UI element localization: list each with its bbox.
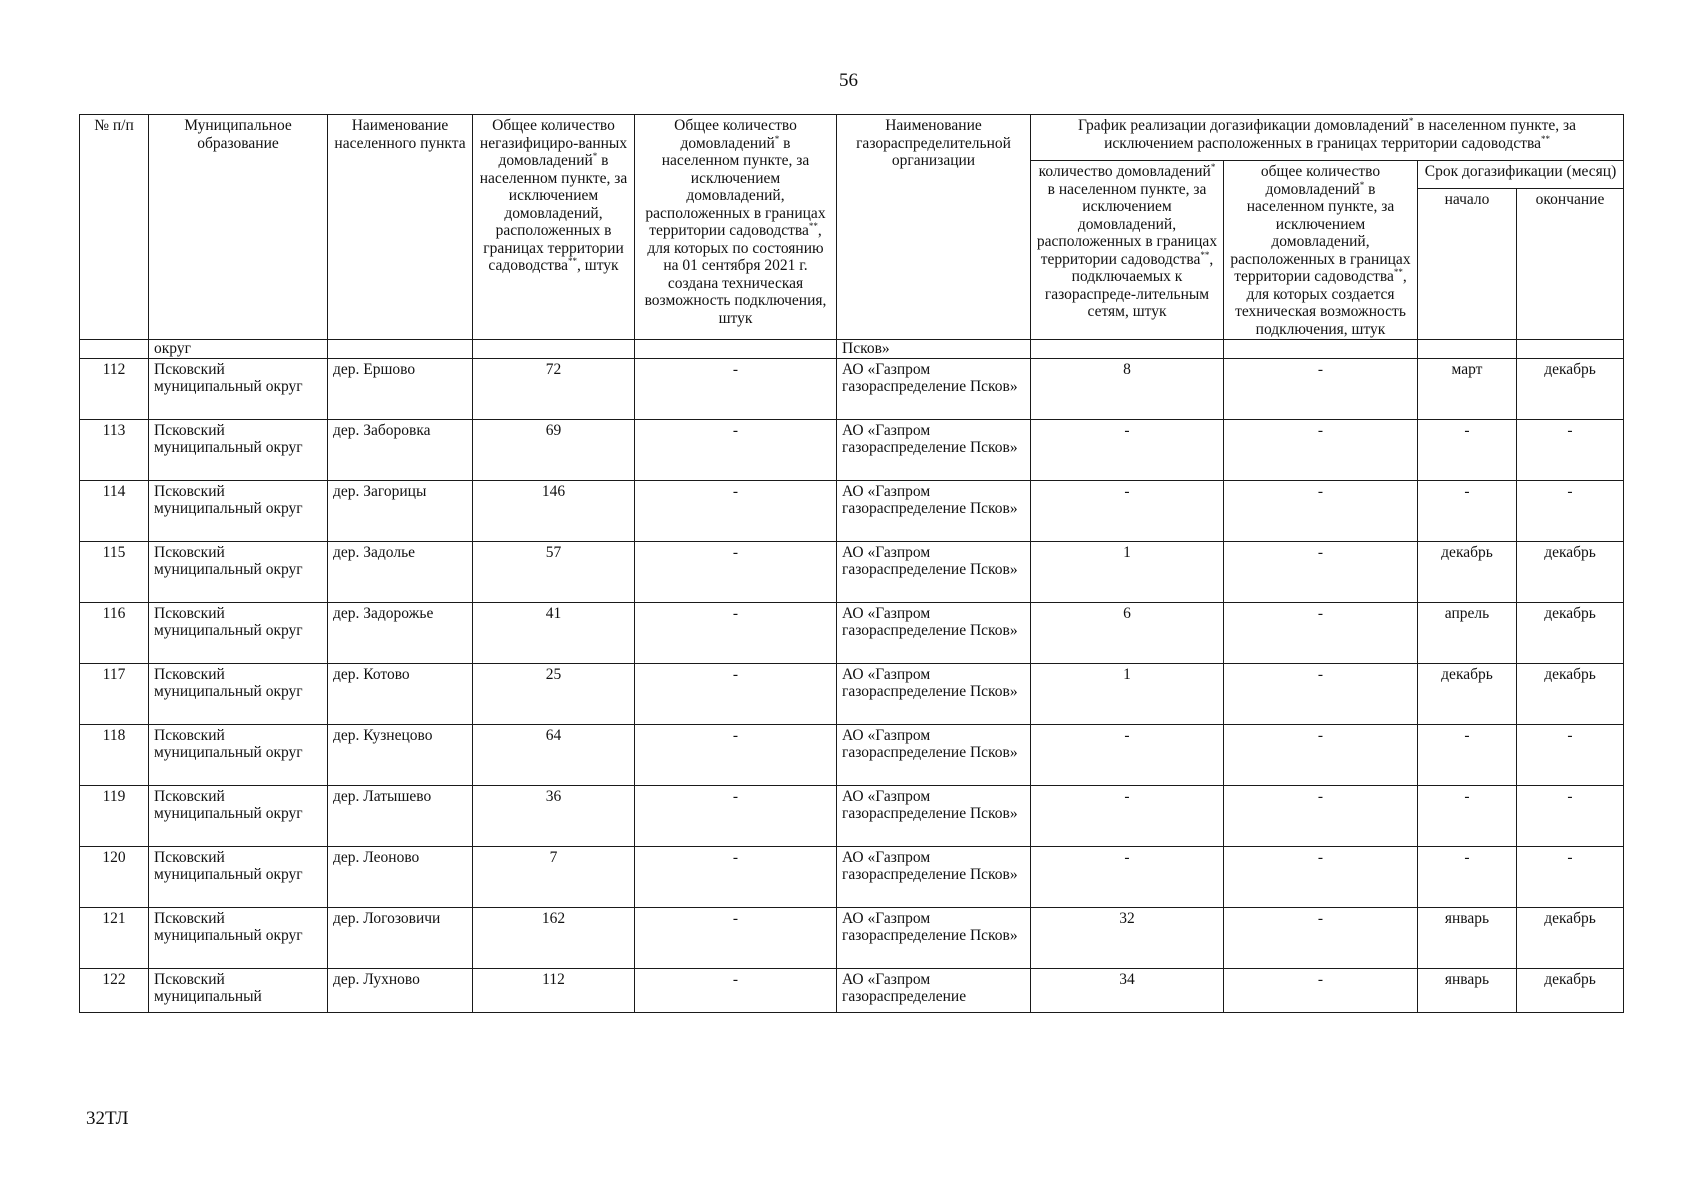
cell-tech: - [635,602,837,663]
cell-no: 114 [80,480,149,541]
cell-municipality: Псковский муниципальный округ [149,846,328,907]
cell-start: - [1418,846,1517,907]
cell-end: декабрь [1517,358,1624,419]
cell-total: 41 [473,602,635,663]
cell-municipality: Псковский муниципальный округ [149,358,328,419]
cell-settlement: дер. Ершово [328,358,473,419]
cell-created: - [1224,663,1418,724]
cell-settlement: дер. Загорицы [328,480,473,541]
cell-gdo: АО «Газпром газораспределение Псков» [837,907,1031,968]
cell-start: декабрь [1418,663,1517,724]
cell-created: - [1224,724,1418,785]
cell-tech [635,340,837,359]
table-row [80,846,1624,907]
cell-connected: 32 [1031,907,1224,968]
footer-code: 32ТЛ [86,1108,129,1129]
cell-municipality: Псковский муниципальный округ [149,419,328,480]
header-total-tech-possible: Общее количество домовладений* в населенном пункте, за исключением домовладений, расположенных в границах территории садоводства**, для которых по состоянию на 01 сентября 2021 г. создана техническая возможность подключения, штук [635,115,837,340]
cell-start: март [1418,358,1517,419]
cell-no: 113 [80,419,149,480]
gasification-table [79,114,1624,1013]
cell-no: 118 [80,724,149,785]
cell-start: январь [1418,968,1517,1012]
cell-connected: 1 [1031,541,1224,602]
cell-municipality: Псковский муниципальный [149,968,328,1012]
cell-start: - [1418,419,1517,480]
cell-connected: - [1031,724,1224,785]
cell-settlement: дер. Леоново [328,846,473,907]
cell-total: 36 [473,785,635,846]
cell-gdo: АО «Газпром газораспределение Псков» [837,419,1031,480]
cell-tech: - [635,541,837,602]
cell-total [473,340,635,359]
cell-created: - [1224,541,1418,602]
cell-connected: 6 [1031,602,1224,663]
header-connected-count: количество домовладений* в населенном пункте, за исключением домовладений, расположенных в границах территории садоводства**, подключаемых к газораспреде-лительным сетям, штук [1031,161,1224,340]
cell-settlement: дер. Логозовичи [328,907,473,968]
header-term: Срок догазификации (месяц) [1418,161,1624,189]
cell-total: 69 [473,419,635,480]
cell-municipality: Псковский муниципальный округ [149,724,328,785]
cell-created: - [1224,419,1418,480]
cell-created: - [1224,480,1418,541]
cell-created: - [1224,907,1418,968]
cell-settlement: дер. Котово [328,663,473,724]
cell-total: 72 [473,358,635,419]
cell-tech: - [635,785,837,846]
cell-gdo: Псков» [837,340,1031,359]
cell-created: - [1224,358,1418,419]
table-row [80,724,1624,785]
cell-start: январь [1418,907,1517,968]
table-row [80,785,1624,846]
cell-tech: - [635,663,837,724]
header-no: № п/п [80,115,149,340]
table-row [80,907,1624,968]
cell-settlement: дер. Кузнецово [328,724,473,785]
cell-tech: - [635,358,837,419]
cell-connected: - [1031,480,1224,541]
cell-tech: - [635,968,837,1012]
cell-municipality: округ [149,340,328,359]
cell-no: 119 [80,785,149,846]
cell-no [80,340,149,359]
cell-end: - [1517,785,1624,846]
cell-gdo: АО «Газпром газораспределение Псков» [837,724,1031,785]
footnote-marker: ** [1200,249,1210,260]
cell-no: 116 [80,602,149,663]
cell-tech: - [635,907,837,968]
cell-start: - [1418,724,1517,785]
cell-end: декабрь [1517,602,1624,663]
footnote-marker: * [774,133,780,144]
cell-connected: - [1031,785,1224,846]
cell-settlement [328,340,473,359]
cell-end: декабрь [1517,663,1624,724]
header-term-end: окончание [1517,189,1624,340]
cell-connected: 1 [1031,663,1224,724]
cell-tech: - [635,480,837,541]
header-total-ungasified: Общее количество негазифициро-ванных домовладений* в населенном пункте, за исключением домовладений, расположенных в границах территории садоводства**, штук [473,115,635,340]
table-row [80,602,1624,663]
cell-no: 120 [80,846,149,907]
cell-start: - [1418,480,1517,541]
cell-total: 112 [473,968,635,1012]
cell-start: апрель [1418,602,1517,663]
footnote-marker: * [1408,116,1414,126]
cell-created: - [1224,785,1418,846]
footnote-marker: ** [808,221,818,231]
cell-gdo: АО «Газпром газораспределение [837,968,1031,1012]
cell-tech: - [635,419,837,480]
cell-municipality: Псковский муниципальный округ [149,602,328,663]
cell-end: - [1517,480,1624,541]
cell-no: 121 [80,907,149,968]
cell-end: - [1517,724,1624,785]
cell-settlement: дер. Латышево [328,785,473,846]
cell-created [1224,340,1418,359]
cell-start: декабрь [1418,541,1517,602]
cell-gdo: АО «Газпром газораспределение Псков» [837,785,1031,846]
table-row [80,968,1624,1012]
cell-created: - [1224,602,1418,663]
cell-municipality: Псковский муниципальный округ [149,663,328,724]
cell-connected: - [1031,846,1224,907]
cell-gdo: АО «Газпром газораспределение Псков» [837,480,1031,541]
table-row [80,541,1624,602]
cell-gdo: АО «Газпром газораспределение Псков» [837,602,1031,663]
cell-municipality: Псковский муниципальный округ [149,907,328,968]
cell-total: 25 [473,663,635,724]
cell-municipality: Псковский муниципальный округ [149,785,328,846]
cell-end: - [1517,846,1624,907]
header-municipality: Муниципальное образование [149,115,328,340]
footnote-marker: ** [1393,267,1403,277]
footnote-marker: ** [1540,133,1550,144]
table-row [80,663,1624,724]
page-number: 56 [839,70,858,91]
cell-connected: 8 [1031,358,1224,419]
cell-end: декабрь [1517,907,1624,968]
cell-settlement: дер. Заборовка [328,419,473,480]
cell-end: декабрь [1517,968,1624,1012]
cell-tech: - [635,724,837,785]
cell-connected: 34 [1031,968,1224,1012]
continuation-row [80,340,1624,359]
footnote-marker: * [1210,162,1216,172]
header-gas-distribution-org: Наименование газораспределительной организации [837,115,1031,340]
cell-gdo: АО «Газпром газораспределение Псков» [837,663,1031,724]
table-body [80,340,1624,1013]
cell-gdo: АО «Газпром газораспределение Псков» [837,358,1031,419]
cell-settlement: дер. Задолье [328,541,473,602]
cell-no: 112 [80,358,149,419]
footnote-marker: ** [568,256,578,266]
header-term-start: начало [1418,189,1517,340]
cell-total: 146 [473,480,635,541]
cell-start [1418,340,1517,359]
cell-gdo: АО «Газпром газораспределение Псков» [837,846,1031,907]
cell-start: - [1418,785,1517,846]
cell-municipality: Псковский муниципальный округ [149,480,328,541]
cell-no: 115 [80,541,149,602]
cell-end: - [1517,419,1624,480]
table-header [80,115,1624,340]
cell-connected [1031,340,1224,359]
footnote-marker: * [1359,179,1365,190]
cell-total: 162 [473,907,635,968]
cell-end: декабрь [1517,541,1624,602]
cell-municipality: Псковский муниципальный округ [149,541,328,602]
cell-gdo: АО «Газпром газораспределение Псков» [837,541,1031,602]
table-row [80,419,1624,480]
cell-created: - [1224,846,1418,907]
cell-settlement: дер. Лухново [328,968,473,1012]
cell-total: 57 [473,541,635,602]
header-settlement: Наименование населенного пункта [328,115,473,340]
cell-tech: - [635,846,837,907]
cell-total: 7 [473,846,635,907]
header-schedule: График реализации догазификации домовладений* в населенном пункте, за исключением расположенных в границах территории садоводства** [1031,115,1624,161]
footnote-marker: * [592,151,598,161]
cell-no: 117 [80,663,149,724]
table-row [80,480,1624,541]
cell-created: - [1224,968,1418,1012]
cell-end [1517,340,1624,359]
cell-total: 64 [473,724,635,785]
header-created-count: общее количество домовладений* в населенном пункте, за исключением домовладений, расположенных в границах территории садоводства**, для которых создается техническая возможность подключения, штук [1224,161,1418,340]
cell-settlement: дер. Задорожье [328,602,473,663]
cell-connected: - [1031,419,1224,480]
cell-no: 122 [80,968,149,1012]
table-row [80,358,1624,419]
